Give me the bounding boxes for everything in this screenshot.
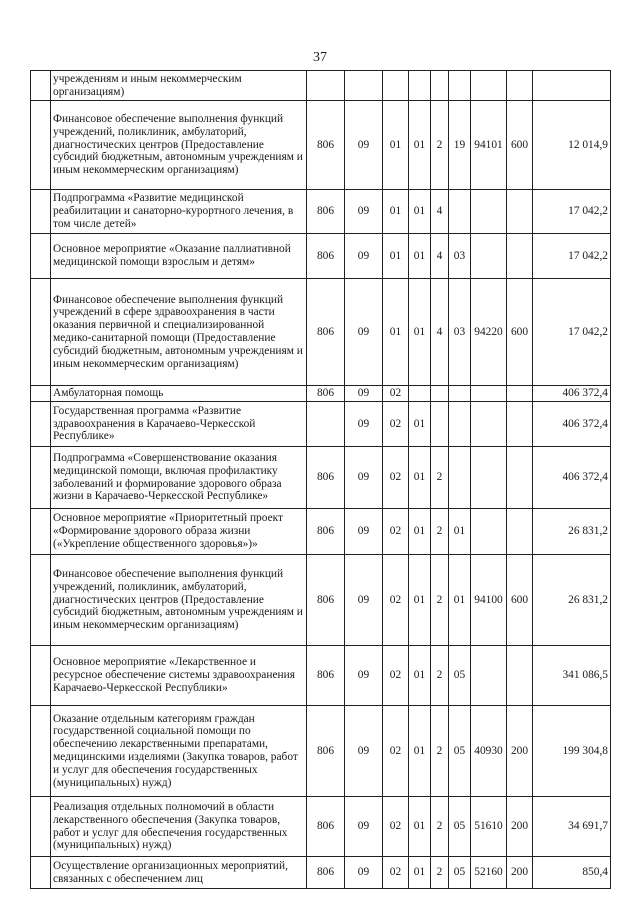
subprogram-code-cell: 4 <box>431 234 449 279</box>
direction-code-cell <box>471 71 507 101</box>
direction-code-cell <box>471 386 507 402</box>
direction-code-cell: 40930 <box>471 706 507 797</box>
amount-cell: 12 014,9 <box>533 101 611 190</box>
ministry-code-cell: 806 <box>307 857 345 889</box>
row-name-cell: Подпрограмма «Совершенствование оказания медицинской помощи, включая профилактику заболеваний и формирование здорового образа жизни в Карачаево-Черкесской Республике» <box>51 447 307 509</box>
subprogram-code-cell <box>431 402 449 447</box>
subprogram-code-cell: 2 <box>431 447 449 509</box>
direction-code-cell: 94100 <box>471 555 507 646</box>
amount-cell: 34 691,7 <box>533 797 611 857</box>
row-name-cell: Финансовое обеспечение выполнения функций учреждений, поликлиник, амбулаторий, диагностических центров (Предоставление субсидий бюджетным, автономным учреждениям и иным некоммерческим организациям) <box>51 101 307 190</box>
section-code-cell: 09 <box>345 402 383 447</box>
program-code-cell: 01 <box>409 706 431 797</box>
ministry-code-cell: 806 <box>307 555 345 646</box>
row-name-cell: Амбулаторная помощь <box>51 386 307 402</box>
event-code-cell: 03 <box>449 234 471 279</box>
ministry-code-cell: 806 <box>307 279 345 386</box>
program-code-cell: 01 <box>409 797 431 857</box>
amount-cell: 17 042,2 <box>533 234 611 279</box>
ministry-code-cell: 806 <box>307 447 345 509</box>
row-index-cell <box>31 646 51 706</box>
section-code-cell: 09 <box>345 706 383 797</box>
expense-type-cell <box>507 190 533 234</box>
expense-type-cell: 600 <box>507 101 533 190</box>
table-row <box>31 402 611 447</box>
program-code-cell: 01 <box>409 279 431 386</box>
table-row <box>31 101 611 190</box>
event-code-cell: 03 <box>449 279 471 386</box>
section-code-cell: 09 <box>345 279 383 386</box>
section-code-cell: 09 <box>345 509 383 555</box>
row-name-cell: Реализация отдельных полномочий в области лекарственного обеспечения (Закупка товаров, работ и услуг для обеспечения государственных (муниципальных) нужд) <box>51 797 307 857</box>
subsection-code-cell: 01 <box>383 101 409 190</box>
expense-type-cell <box>507 402 533 447</box>
subsection-code-cell: 02 <box>383 447 409 509</box>
row-index-cell <box>31 234 51 279</box>
amount-cell: 406 372,4 <box>533 447 611 509</box>
event-code-cell: 05 <box>449 646 471 706</box>
row-index-cell <box>31 509 51 555</box>
event-code-cell <box>449 402 471 447</box>
ministry-code-cell: 806 <box>307 797 345 857</box>
table-row <box>31 447 611 509</box>
section-code-cell: 09 <box>345 190 383 234</box>
row-name-cell: Основное мероприятие «Лекарственное и ресурсное обеспечение системы здравоохранения Карачаево-Черкесской Республики» <box>51 646 307 706</box>
event-code-cell <box>449 71 471 101</box>
subprogram-code-cell <box>431 386 449 402</box>
amount-cell <box>533 71 611 101</box>
subsection-code-cell <box>383 71 409 101</box>
row-name-cell: Финансовое обеспечение выполнения функций учреждений, поликлиник, амбулаторий, диагностических центров (Предоставление субсидий бюджетным, автономным учреждениям и иным некоммерческим организациям) <box>51 555 307 646</box>
direction-code-cell <box>471 509 507 555</box>
direction-code-cell <box>471 234 507 279</box>
subsection-code-cell: 02 <box>383 402 409 447</box>
program-code-cell: 01 <box>409 234 431 279</box>
subsection-code-cell: 01 <box>383 279 409 386</box>
table-row <box>31 797 611 857</box>
event-code-cell: 05 <box>449 857 471 889</box>
row-index-cell <box>31 706 51 797</box>
ministry-code-cell <box>307 71 345 101</box>
subprogram-code-cell: 2 <box>431 857 449 889</box>
ministry-code-cell <box>307 402 345 447</box>
ministry-code-cell: 806 <box>307 234 345 279</box>
section-code-cell: 09 <box>345 234 383 279</box>
program-code-cell: 01 <box>409 190 431 234</box>
table-row <box>31 706 611 797</box>
section-code-cell: 09 <box>345 797 383 857</box>
expense-type-cell: 200 <box>507 797 533 857</box>
subprogram-code-cell: 2 <box>431 555 449 646</box>
table-row <box>31 190 611 234</box>
section-code-cell: 09 <box>345 101 383 190</box>
direction-code-cell <box>471 190 507 234</box>
row-name-cell: Финансовое обеспечение выполнения функций учреждений в сфере здравоохранения в части оказания первичной и специализированной медико-санитарной помощи (Предоставление субсидий бюджетным, автономным учреждениям и иным некоммерческим организациям) <box>51 279 307 386</box>
event-code-cell: 01 <box>449 555 471 646</box>
subsection-code-cell: 01 <box>383 190 409 234</box>
row-index-cell <box>31 447 51 509</box>
table-row <box>31 71 611 101</box>
event-code-cell: 19 <box>449 101 471 190</box>
table-row <box>31 555 611 646</box>
ministry-code-cell: 806 <box>307 646 345 706</box>
row-index-cell <box>31 857 51 889</box>
row-index-cell <box>31 101 51 190</box>
section-code-cell: 09 <box>345 646 383 706</box>
expense-type-cell <box>507 386 533 402</box>
expense-type-cell: 600 <box>507 279 533 386</box>
program-code-cell: 01 <box>409 402 431 447</box>
subsection-code-cell: 02 <box>383 646 409 706</box>
event-code-cell <box>449 190 471 234</box>
subsection-code-cell: 02 <box>383 706 409 797</box>
row-index-cell <box>31 386 51 402</box>
amount-cell: 341 086,5 <box>533 646 611 706</box>
row-name-cell: Подпрограмма «Развитие медицинской реабилитации и санаторно-курортного лечения, в том числе детей» <box>51 190 307 234</box>
amount-cell: 199 304,8 <box>533 706 611 797</box>
subprogram-code-cell: 2 <box>431 101 449 190</box>
amount-cell: 406 372,4 <box>533 402 611 447</box>
direction-code-cell: 51610 <box>471 797 507 857</box>
subsection-code-cell: 02 <box>383 857 409 889</box>
amount-cell: 406 372,4 <box>533 386 611 402</box>
subprogram-code-cell: 4 <box>431 190 449 234</box>
ministry-code-cell: 806 <box>307 190 345 234</box>
expense-type-cell <box>507 646 533 706</box>
program-code-cell: 01 <box>409 447 431 509</box>
amount-cell: 26 831,2 <box>533 555 611 646</box>
subprogram-code-cell: 2 <box>431 706 449 797</box>
row-index-cell <box>31 190 51 234</box>
ministry-code-cell: 806 <box>307 101 345 190</box>
subsection-code-cell: 01 <box>383 234 409 279</box>
budget-table <box>30 70 611 889</box>
amount-cell: 850,4 <box>533 857 611 889</box>
amount-cell: 26 831,2 <box>533 509 611 555</box>
program-code-cell: 01 <box>409 509 431 555</box>
subprogram-code-cell: 2 <box>431 646 449 706</box>
row-name-cell: Основное мероприятие «Приоритетный проект «Формирование здорового образа жизни («Укрепление общественного здоровья»)» <box>51 509 307 555</box>
table-row <box>31 509 611 555</box>
event-code-cell <box>449 447 471 509</box>
subsection-code-cell: 02 <box>383 509 409 555</box>
section-code-cell: 09 <box>345 447 383 509</box>
expense-type-cell: 200 <box>507 706 533 797</box>
amount-cell: 17 042,2 <box>533 190 611 234</box>
table-row <box>31 386 611 402</box>
ministry-code-cell: 806 <box>307 509 345 555</box>
direction-code-cell: 52160 <box>471 857 507 889</box>
direction-code-cell <box>471 402 507 447</box>
direction-code-cell: 94220 <box>471 279 507 386</box>
subsection-code-cell: 02 <box>383 555 409 646</box>
row-index-cell <box>31 555 51 646</box>
event-code-cell <box>449 386 471 402</box>
row-index-cell <box>31 279 51 386</box>
section-code-cell: 09 <box>345 386 383 402</box>
row-name-cell: Государственная программа «Развитие здравоохранения в Карачаево-Черкесской Республике» <box>51 402 307 447</box>
expense-type-cell: 200 <box>507 857 533 889</box>
table-row <box>31 857 611 889</box>
subprogram-code-cell: 2 <box>431 509 449 555</box>
subsection-code-cell: 02 <box>383 797 409 857</box>
row-index-cell <box>31 797 51 857</box>
subprogram-code-cell <box>431 71 449 101</box>
subprogram-code-cell: 4 <box>431 279 449 386</box>
page-number: 37 <box>313 50 327 65</box>
expense-type-cell <box>507 509 533 555</box>
section-code-cell <box>345 71 383 101</box>
expense-type-cell <box>507 234 533 279</box>
event-code-cell: 05 <box>449 797 471 857</box>
direction-code-cell <box>471 646 507 706</box>
expense-type-cell <box>507 71 533 101</box>
program-code-cell: 01 <box>409 857 431 889</box>
subsection-code-cell: 02 <box>383 386 409 402</box>
direction-code-cell <box>471 447 507 509</box>
program-code-cell <box>409 386 431 402</box>
ministry-code-cell: 806 <box>307 386 345 402</box>
expense-type-cell <box>507 447 533 509</box>
row-name-cell: Основное мероприятие «Оказание паллиативной медицинской помощи взрослым и детям» <box>51 234 307 279</box>
program-code-cell <box>409 71 431 101</box>
row-name-cell: учреждениям и иным некоммерческим организациям) <box>51 71 307 101</box>
event-code-cell: 05 <box>449 706 471 797</box>
row-index-cell <box>31 402 51 447</box>
program-code-cell: 01 <box>409 101 431 190</box>
program-code-cell: 01 <box>409 646 431 706</box>
table-row <box>31 646 611 706</box>
section-code-cell: 09 <box>345 555 383 646</box>
row-index-cell <box>31 71 51 101</box>
expense-type-cell: 600 <box>507 555 533 646</box>
row-name-cell: Оказание отдельным категориям граждан государственной социальной помощи по обеспечению лекарственными препаратами, медицинскими изделиями (Закупка товаров, работ и услуг для обеспечения государственных (муниципальных) нужд) <box>51 706 307 797</box>
amount-cell: 17 042,2 <box>533 279 611 386</box>
program-code-cell: 01 <box>409 555 431 646</box>
row-name-cell: Осуществление организационных мероприятий, связанных с обеспечением лиц <box>51 857 307 889</box>
table-row <box>31 234 611 279</box>
event-code-cell: 01 <box>449 509 471 555</box>
direction-code-cell: 94101 <box>471 101 507 190</box>
ministry-code-cell: 806 <box>307 706 345 797</box>
subprogram-code-cell: 2 <box>431 797 449 857</box>
table-row <box>31 279 611 386</box>
section-code-cell: 09 <box>345 857 383 889</box>
